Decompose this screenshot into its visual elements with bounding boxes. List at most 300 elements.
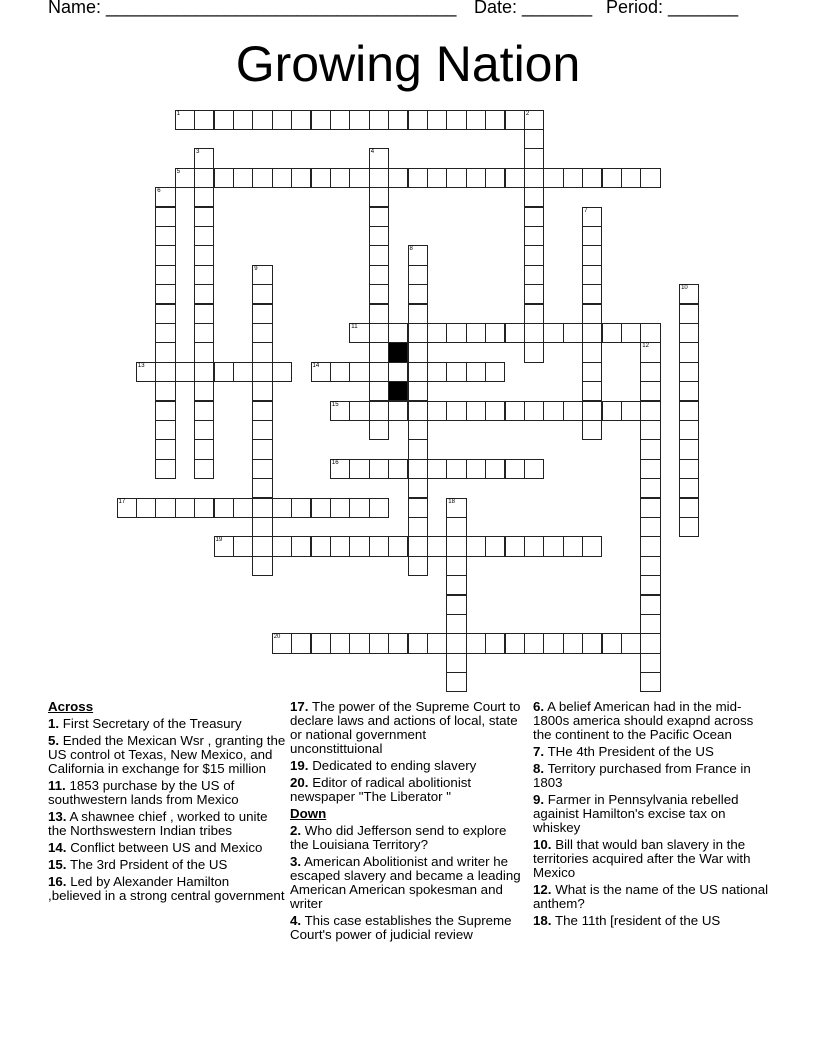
crossword-cell[interactable] <box>194 362 214 382</box>
crossword-cell[interactable] <box>194 110 214 130</box>
crossword-cell[interactable] <box>349 110 369 130</box>
crossword-cell[interactable] <box>563 401 583 421</box>
crossword-cell[interactable] <box>505 633 525 653</box>
crossword-cell[interactable] <box>214 110 234 130</box>
crossword-cell[interactable] <box>155 459 175 479</box>
crossword-cell[interactable] <box>291 498 311 518</box>
crossword-cell[interactable] <box>194 168 214 188</box>
crossword-cell[interactable] <box>252 284 272 304</box>
crossword-cell[interactable] <box>640 653 660 673</box>
crossword-cell[interactable] <box>369 381 389 401</box>
crossword-cell[interactable] <box>679 439 699 459</box>
crossword-cell[interactable] <box>155 265 175 285</box>
crossword-cell[interactable] <box>291 633 311 653</box>
crossword-cell[interactable] <box>485 459 505 479</box>
crossword-cell[interactable] <box>446 575 466 595</box>
crossword-cell[interactable] <box>291 168 311 188</box>
crossword-cell[interactable] <box>466 168 486 188</box>
crossword-cell[interactable] <box>272 168 292 188</box>
crossword-cell[interactable] <box>485 536 505 556</box>
crossword-cell[interactable] <box>640 595 660 615</box>
crossword-cell[interactable] <box>369 187 389 207</box>
crossword-cell[interactable] <box>679 362 699 382</box>
crossword-cell[interactable] <box>582 304 602 324</box>
crossword-cell[interactable] <box>466 633 486 653</box>
crossword-cell[interactable] <box>369 342 389 362</box>
crossword-cell[interactable] <box>330 498 350 518</box>
crossword-cell[interactable] <box>388 323 408 343</box>
crossword-cell[interactable] <box>679 498 699 518</box>
crossword-cell[interactable] <box>369 420 389 440</box>
crossword-cell[interactable] <box>446 401 466 421</box>
crossword-cell[interactable] <box>252 342 272 362</box>
crossword-cell[interactable] <box>524 168 544 188</box>
crossword-cell[interactable] <box>369 110 389 130</box>
crossword-cell[interactable] <box>214 362 234 382</box>
crossword-cell[interactable] <box>505 459 525 479</box>
clues-column-3 <box>533 700 769 931</box>
crossword-cell[interactable] <box>272 110 292 130</box>
crossword-cell[interactable] <box>194 342 214 362</box>
crossword-cell[interactable] <box>524 536 544 556</box>
crossword-cell[interactable] <box>194 381 214 401</box>
crossword-cell[interactable] <box>388 401 408 421</box>
crossword-cell[interactable] <box>155 362 175 382</box>
crossword-cell[interactable] <box>485 401 505 421</box>
crossword-cell[interactable] <box>679 323 699 343</box>
crossword-cell[interactable] <box>388 459 408 479</box>
crossword-cell[interactable] <box>524 633 544 653</box>
crossword-cell[interactable] <box>582 362 602 382</box>
crossword-cell[interactable] <box>563 633 583 653</box>
crossword-cell[interactable] <box>446 168 466 188</box>
crossword-cell[interactable] <box>388 110 408 130</box>
crossword-cell[interactable] <box>272 362 292 382</box>
crossword-cell[interactable] <box>155 284 175 304</box>
crossword-cell[interactable] <box>369 245 389 265</box>
crossword-cell[interactable] <box>252 110 272 130</box>
clue-down-6: 6. A belief American had in the mid-1800s america should exapnd across the continent to the Pacific Ocean <box>533 699 754 742</box>
crossword-cell[interactable] <box>485 633 505 653</box>
crossword-cell[interactable] <box>194 226 214 246</box>
clue-number: 4 <box>370 149 375 156</box>
crossword-cell[interactable] <box>640 168 660 188</box>
crossword-cell[interactable] <box>349 362 369 382</box>
crossword-cell[interactable] <box>408 245 428 265</box>
crossword-cell[interactable] <box>582 245 602 265</box>
crossword-cell[interactable] <box>640 362 660 382</box>
crossword-cell[interactable] <box>543 633 563 653</box>
crossword-cell[interactable] <box>621 401 641 421</box>
crossword-cell[interactable] <box>194 401 214 421</box>
crossword-cell[interactable] <box>621 168 641 188</box>
crossword-cell[interactable] <box>349 323 369 343</box>
crossword-cell[interactable] <box>640 633 660 653</box>
crossword-cell[interactable] <box>640 381 660 401</box>
crossword-cell[interactable] <box>311 498 331 518</box>
crossword-cell[interactable] <box>427 168 447 188</box>
crossword-cell[interactable] <box>408 401 428 421</box>
crossword-cell[interactable] <box>233 168 253 188</box>
crossword-cell[interactable] <box>466 323 486 343</box>
crossword-cell[interactable] <box>621 323 641 343</box>
crossword-cell[interactable] <box>252 536 272 556</box>
crossword-cell[interactable] <box>369 362 389 382</box>
crossword-cell[interactable] <box>408 517 428 537</box>
crossword-cell[interactable] <box>272 633 292 653</box>
crossword-cell[interactable] <box>524 110 544 130</box>
crossword-cell[interactable] <box>330 633 350 653</box>
crossword-cell[interactable] <box>252 362 272 382</box>
crossword-cell[interactable] <box>427 110 447 130</box>
crossword-cell[interactable] <box>155 187 175 207</box>
crossword-cell[interactable] <box>369 401 389 421</box>
crossword-cell[interactable] <box>408 168 428 188</box>
crossword-cell[interactable] <box>602 633 622 653</box>
crossword-cell[interactable] <box>602 323 622 343</box>
date-field-label[interactable]: Date: _______ <box>474 0 593 17</box>
crossword-cell[interactable] <box>408 342 428 362</box>
clue-number: 16 <box>331 459 339 466</box>
crossword-cell[interactable] <box>640 323 660 343</box>
crossword-cell[interactable] <box>252 498 272 518</box>
crossword-cell[interactable] <box>582 420 602 440</box>
crossword-cell[interactable] <box>466 459 486 479</box>
crossword-cell[interactable] <box>679 342 699 362</box>
crossword-cell[interactable] <box>194 420 214 440</box>
crossword-cell[interactable] <box>175 362 195 382</box>
crossword-cell[interactable] <box>524 265 544 285</box>
crossword-cell[interactable] <box>485 362 505 382</box>
crossword-cell[interactable] <box>291 536 311 556</box>
crossword-cell[interactable] <box>679 478 699 498</box>
crossword-cell[interactable] <box>214 536 234 556</box>
crossword-cell[interactable] <box>194 459 214 479</box>
crossword-cell[interactable] <box>640 401 660 421</box>
crossword-cell[interactable] <box>446 633 466 653</box>
crossword-cell[interactable] <box>330 401 350 421</box>
crossword-cell[interactable] <box>136 498 156 518</box>
crossword-cell[interactable] <box>155 439 175 459</box>
crossword-cell[interactable] <box>194 207 214 227</box>
crossword-cell[interactable] <box>582 342 602 362</box>
crossword-cell[interactable] <box>233 110 253 130</box>
crossword-cell[interactable] <box>408 498 428 518</box>
crossword-cell[interactable] <box>194 304 214 324</box>
crossword-cell[interactable] <box>543 401 563 421</box>
crossword-cell[interactable] <box>408 420 428 440</box>
crossword-cell[interactable] <box>311 536 331 556</box>
clue-number: 1 <box>176 110 181 117</box>
crossword-cell[interactable] <box>194 498 214 518</box>
crossword-cell[interactable] <box>524 207 544 227</box>
crossword-cell[interactable] <box>679 420 699 440</box>
crossword-cell[interactable] <box>175 498 195 518</box>
crossword-cell[interactable] <box>369 536 389 556</box>
crossword-cell[interactable] <box>640 672 660 692</box>
crossword-cell[interactable] <box>388 362 408 382</box>
clue-across-14: 14. Conflict between US and Mexico <box>48 840 263 855</box>
clue-number: 17 <box>118 498 126 505</box>
crossword-cell[interactable] <box>563 168 583 188</box>
crossword-cell[interactable] <box>505 110 525 130</box>
crossword-cell[interactable] <box>524 148 544 168</box>
crossword-cell[interactable] <box>155 323 175 343</box>
crossword-cell[interactable] <box>602 168 622 188</box>
crossword-cell[interactable] <box>252 168 272 188</box>
crossword-cell[interactable] <box>582 207 602 227</box>
crossword-cell[interactable] <box>485 110 505 130</box>
crossword-cell[interactable] <box>408 362 428 382</box>
crossword-cell[interactable] <box>214 498 234 518</box>
crossword-cell[interactable] <box>446 517 466 537</box>
crossword-cell[interactable] <box>330 168 350 188</box>
crossword-cell[interactable] <box>175 110 195 130</box>
crossword-cell[interactable] <box>524 187 544 207</box>
clue-across-11: 11. 1853 purchase by the US of southwestern lands from Mexico <box>48 778 239 807</box>
crossword-cell[interactable] <box>155 381 175 401</box>
crossword-cell[interactable] <box>349 459 369 479</box>
crossword-cell[interactable] <box>582 226 602 246</box>
crossword-cell[interactable] <box>194 323 214 343</box>
crossword-cell[interactable] <box>311 633 331 653</box>
crossword-cell[interactable] <box>524 304 544 324</box>
crossword-cell[interactable] <box>155 304 175 324</box>
crossword-cell[interactable] <box>233 498 253 518</box>
crossword-cell[interactable] <box>369 148 389 168</box>
crossword-cell[interactable] <box>194 187 214 207</box>
crossword-cell[interactable] <box>524 284 544 304</box>
crossword-cell[interactable] <box>446 323 466 343</box>
crossword-cell[interactable] <box>252 478 272 498</box>
clue-down-7: 7. THe 4th President of the US <box>533 744 714 759</box>
crossword-cell[interactable] <box>446 110 466 130</box>
crossword-cell[interactable] <box>427 401 447 421</box>
crossword-cell[interactable] <box>408 110 428 130</box>
crossword-cell[interactable] <box>155 498 175 518</box>
crossword-cell[interactable] <box>155 207 175 227</box>
crossword-cell[interactable] <box>582 323 602 343</box>
crossword-cell[interactable] <box>252 517 272 537</box>
crossword-cell[interactable] <box>640 478 660 498</box>
crossword-cell[interactable] <box>408 459 428 479</box>
crossword-cell[interactable] <box>311 110 331 130</box>
crossword-cell[interactable] <box>582 401 602 421</box>
crossword-cell[interactable] <box>272 536 292 556</box>
crossword-cell[interactable] <box>679 304 699 324</box>
crossword-cell[interactable] <box>194 148 214 168</box>
crossword-cell[interactable] <box>640 556 660 576</box>
period-field-label[interactable]: Period: _______ <box>606 0 739 17</box>
crossword-cell[interactable] <box>640 517 660 537</box>
crossword-cell[interactable] <box>252 459 272 479</box>
crossword-cell[interactable] <box>505 168 525 188</box>
crossword-cell[interactable] <box>446 556 466 576</box>
clue-across-1: 1. First Secretary of the Treasury <box>48 716 242 731</box>
crossword-cell[interactable] <box>446 614 466 634</box>
crossword-cell[interactable] <box>427 459 447 479</box>
crossword-cell[interactable] <box>446 536 466 556</box>
crossword-cell[interactable] <box>466 110 486 130</box>
crossword-cell[interactable] <box>349 168 369 188</box>
crossword-cell[interactable] <box>408 556 428 576</box>
crossword-cell[interactable] <box>349 536 369 556</box>
crossword-cell[interactable] <box>582 168 602 188</box>
crossword-cell[interactable] <box>155 245 175 265</box>
crossword-cell[interactable] <box>214 168 234 188</box>
crossword-cell[interactable] <box>408 323 428 343</box>
crossword-cell[interactable] <box>524 401 544 421</box>
crossword-cell[interactable] <box>446 459 466 479</box>
crossword-cell[interactable] <box>427 536 447 556</box>
crossword-cell[interactable] <box>543 168 563 188</box>
crossword-cell[interactable] <box>466 362 486 382</box>
crossword-cell[interactable] <box>408 304 428 324</box>
crossword-cell[interactable] <box>330 536 350 556</box>
crossword-cell[interactable] <box>369 633 389 653</box>
crossword-cell[interactable] <box>330 459 350 479</box>
crossword-cell[interactable] <box>679 459 699 479</box>
crossword-cell[interactable] <box>388 168 408 188</box>
crossword-cell[interactable] <box>194 265 214 285</box>
crossword-cell[interactable] <box>640 459 660 479</box>
crossword-cell[interactable] <box>252 304 272 324</box>
name-field-label[interactable]: Name: ___________________________________ <box>48 0 457 17</box>
crossword-cell[interactable] <box>466 401 486 421</box>
crossword-cell[interactable] <box>640 498 660 518</box>
crossword-cell[interactable] <box>582 536 602 556</box>
crossword-cell[interactable] <box>679 284 699 304</box>
crossword-cell[interactable] <box>427 633 447 653</box>
crossword-cell[interactable] <box>679 381 699 401</box>
crossword-cell[interactable] <box>252 439 272 459</box>
crossword-cell[interactable] <box>388 633 408 653</box>
crossword-cell[interactable] <box>582 381 602 401</box>
crossword-cell[interactable] <box>602 401 622 421</box>
crossword-cell[interactable] <box>155 401 175 421</box>
crossword-cell[interactable] <box>524 129 544 149</box>
crossword-cell[interactable] <box>446 672 466 692</box>
clue-across-20: 20. Editor of radical abolitionist newspaper "The Liberator " <box>290 775 472 804</box>
crossword-cell[interactable] <box>330 110 350 130</box>
crossword-cell[interactable] <box>582 265 602 285</box>
crossword-cell[interactable] <box>408 633 428 653</box>
crossword-cell[interactable] <box>194 245 214 265</box>
clue-number: 15 <box>331 401 339 408</box>
crossword-cell[interactable] <box>408 536 428 556</box>
crossword-cell[interactable] <box>272 498 292 518</box>
crossword-cell[interactable] <box>621 633 641 653</box>
crossword-cell[interactable] <box>175 168 195 188</box>
crossword-cell[interactable] <box>369 323 389 343</box>
down-heading: Down <box>290 806 327 821</box>
crossword-cell[interactable] <box>679 517 699 537</box>
crossword-cell[interactable] <box>524 459 544 479</box>
clue-number: 14 <box>312 362 320 369</box>
crossword-cell[interactable] <box>543 323 563 343</box>
crossword-cell[interactable] <box>640 614 660 634</box>
crossword-cell[interactable] <box>408 439 428 459</box>
crossword-cell[interactable] <box>408 478 428 498</box>
crossword-cell[interactable] <box>388 536 408 556</box>
crossword-cell[interactable] <box>524 226 544 246</box>
crossword-cell[interactable] <box>252 265 272 285</box>
crossword-cell[interactable] <box>369 284 389 304</box>
crossword-cell[interactable] <box>485 323 505 343</box>
crossword-cell[interactable] <box>136 362 156 382</box>
crossword-cell[interactable] <box>505 401 525 421</box>
crossword-cell[interactable] <box>330 362 350 382</box>
crossword-cell[interactable] <box>233 362 253 382</box>
crossword-cell[interactable] <box>311 362 331 382</box>
crossword-cell[interactable] <box>524 342 544 362</box>
crossword-cell[interactable] <box>252 381 272 401</box>
crossword-cell[interactable] <box>349 401 369 421</box>
crossword-cell[interactable] <box>446 498 466 518</box>
crossword-cell[interactable] <box>369 304 389 324</box>
crossword-cell[interactable] <box>155 420 175 440</box>
crossword-cell[interactable] <box>252 420 272 440</box>
crossword-cell[interactable] <box>155 342 175 362</box>
crossword-cell[interactable] <box>640 536 660 556</box>
crossword-cell[interactable] <box>524 323 544 343</box>
crossword-cell[interactable] <box>466 536 486 556</box>
crossword-cell[interactable] <box>485 168 505 188</box>
crossword-cell[interactable] <box>194 439 214 459</box>
crossword-cell[interactable] <box>233 536 253 556</box>
crossword-cell[interactable] <box>369 168 389 188</box>
crossword-cell[interactable] <box>582 633 602 653</box>
crossword-cell[interactable] <box>349 633 369 653</box>
crossword-cell[interactable] <box>446 362 466 382</box>
clue-number: 10 <box>681 285 688 292</box>
crossword-cell[interactable] <box>543 536 563 556</box>
crossword-cell[interactable] <box>369 265 389 285</box>
crossword-cell[interactable] <box>155 226 175 246</box>
crossword-cell[interactable] <box>408 284 428 304</box>
crossword-cell[interactable] <box>640 575 660 595</box>
crossword-cell[interactable] <box>117 498 137 518</box>
crossword-cell[interactable] <box>446 595 466 615</box>
crossword-cell[interactable] <box>640 439 660 459</box>
crossword-cell[interactable] <box>194 284 214 304</box>
crossword-cell[interactable] <box>311 168 331 188</box>
crossword-cell[interactable] <box>640 420 660 440</box>
crossword-cell[interactable] <box>369 207 389 227</box>
crossword-cell[interactable] <box>252 401 272 421</box>
crossword-cell[interactable] <box>446 653 466 673</box>
crossword-cell[interactable] <box>369 498 389 518</box>
crossword-cell[interactable] <box>291 110 311 130</box>
crossword-cell[interactable] <box>427 323 447 343</box>
crossword-cell[interactable] <box>252 323 272 343</box>
crossword-cell[interactable] <box>427 362 447 382</box>
crossword-cell[interactable] <box>369 459 389 479</box>
crossword-cell[interactable] <box>505 536 525 556</box>
crossword-cell[interactable] <box>252 556 272 576</box>
crossword-cell[interactable] <box>408 381 428 401</box>
crossword-cell[interactable] <box>563 536 583 556</box>
crossword-cell[interactable] <box>408 265 428 285</box>
crossword-cell[interactable] <box>505 323 525 343</box>
crossword-cell[interactable] <box>349 498 369 518</box>
crossword-cell[interactable] <box>640 342 660 362</box>
crossword-cell[interactable] <box>369 226 389 246</box>
crossword-cell[interactable] <box>679 401 699 421</box>
crossword-cell[interactable] <box>563 323 583 343</box>
crossword-cell[interactable] <box>524 245 544 265</box>
crossword-cell[interactable] <box>582 284 602 304</box>
